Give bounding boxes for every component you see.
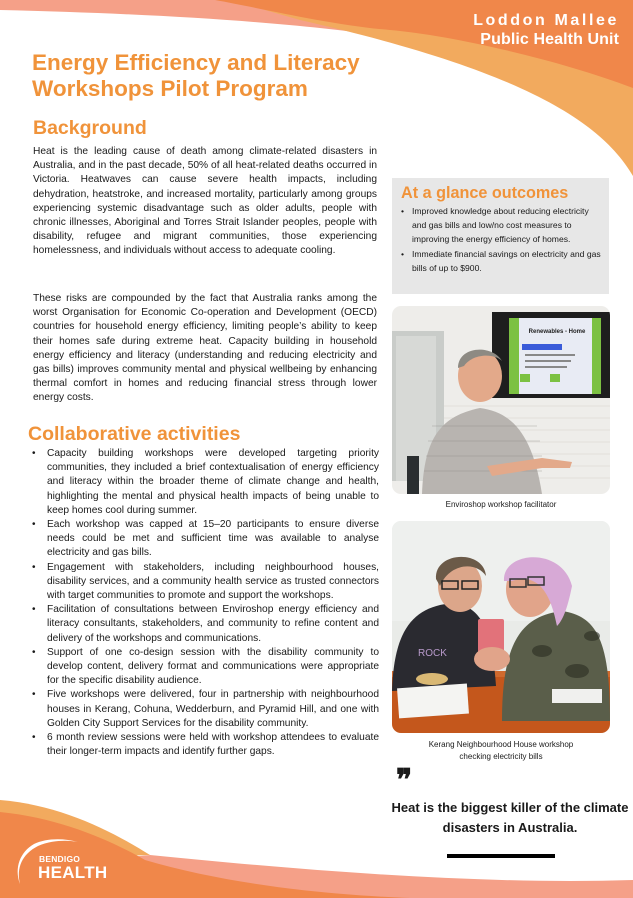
page-title-line2: Workshops Pilot Program	[32, 76, 308, 101]
list-item	[401, 204, 601, 247]
list-item-text: Each workshop was capped at 15–20 participants to ensure diverse needs could be met and sufficient time was available to analyse electricity and gas bills.	[47, 519, 379, 559]
bullet-icon: •	[32, 448, 36, 459]
logo-line2: HEALTH	[38, 863, 108, 882]
workshop-photo	[392, 521, 610, 733]
facilitator-photo	[392, 306, 610, 494]
background-paragraph-2: These risks are compounded by the fact that Australia ranks among the worst Organisation for Economic Co-operation and Development (OECD) countries for household energy efficiency, limiting people’s ability to keep their homes safe during extreme heat. Capacity building in household energy efficiency and literacy (understanding and reducing electricity and gas bills) improves community mental and physical wellbeing by enhancing thermal comfort in homes and reducing financial stress through lower energy costs.	[33, 293, 377, 404]
bullet-icon: •	[32, 561, 36, 573]
org-name-line1: Loddon Mallee	[473, 12, 619, 29]
facilitator-photo-caption: Enviroshop workshop facilitator	[445, 500, 557, 509]
list-item-text: Support of one co-design session with the disability community to develop content, delivery format and communications were appropriate for the specific disability audience.	[47, 646, 379, 687]
list-item-text: Facilitation of consultations between Enviroshop energy efficiency and literacy consultants, stakeholders, and community to refine content and delivery of the workshops and communications.	[47, 604, 379, 644]
pull-quote: Heat is the biggest killer of the climate disasters in Australia.	[391, 800, 629, 835]
list-item	[30, 603, 379, 646]
collaborative-heading: Collaborative activities	[28, 423, 241, 445]
screen-title: Renewables - Home	[528, 329, 586, 335]
bullet-icon: •	[401, 206, 405, 216]
bullet-icon: •	[32, 604, 36, 616]
list-item-text: Engagement with stakeholders, including neighbourhood houses, disability services, and a community health service as trusted connectors with target communities to promote and support the workshops.	[47, 561, 379, 602]
quote-mark-icon: ❞	[396, 763, 413, 798]
svg-text:ROCK: ROCK	[418, 648, 447, 659]
list-item	[30, 731, 379, 759]
background-paragraph-1: Heat is the leading cause of death among climate-related disasters in Australia, and in the past decade, 50% of all heat-related deaths occurred in Victoria. Heatwaves can cause severe health impacts, including dehydration, heatstroke, and increased mortality, particularly among groups experiencing systemic disadvantage such as older adults, people with chronic illnesses, Aboriginal and Torres Strait Islander peoples, people with disability, refugee and migrant communities, those experiencing homelessness, and individuals without access to adequate cooling.	[33, 146, 377, 257]
page-title-line1: Energy Efficiency and Literacy	[32, 50, 360, 75]
workshop-caption-line2: checking electricity bills	[459, 752, 543, 761]
bendigo-health-logo	[12, 838, 124, 888]
bullet-icon: •	[32, 732, 36, 744]
list-item-text: Immediate financial savings on electricity and gas bills of up to $900.	[412, 248, 601, 273]
bullet-icon: •	[32, 519, 36, 531]
list-item	[30, 561, 379, 604]
list-item-text: Improved knowledge about reducing electricity and gas bills and low/no cost measures to improving the energy efficiency of homes.	[412, 206, 589, 245]
list-item-text: Capacity building workshops were developed targeting priority communities, they included a brief contextualisation of energy efficiency and literacy within the broader theme of climate change and health, highlighting the mental and physical health impacts of being unable to keep homes cool during summer.	[47, 448, 379, 516]
org-name-line2: Public Health Unit	[480, 31, 619, 48]
quote-divider	[447, 854, 555, 858]
org-name	[473, 11, 619, 49]
at-a-glance-list	[401, 204, 601, 275]
collaborative-list	[30, 447, 379, 759]
page-title	[32, 50, 360, 102]
bullet-icon: •	[32, 689, 36, 701]
logo-line1: BENDIGO	[39, 854, 81, 864]
bullet-icon: •	[401, 248, 405, 259]
bullet-icon: •	[32, 646, 36, 658]
list-item-text: 6 month review sessions were held with workshop attendees to evaluate their longer-term impacts and identify further gaps.	[47, 732, 379, 758]
list-item	[30, 447, 379, 518]
workshop-caption-line1: Kerang Neighbourhood House workshop	[428, 740, 574, 749]
list-item	[30, 518, 379, 561]
list-item-text: Five workshops were delivered, four in partnership with neighbourhood houses in Kerang, Cohuna, Wedderburn, and Pyramid Hill, and one with Golden City Support Services for the disability community.	[47, 689, 379, 729]
background-heading: Background	[33, 117, 147, 139]
at-a-glance-box	[392, 178, 609, 294]
list-item	[30, 688, 379, 731]
list-item	[401, 247, 601, 275]
workshop-photo-caption	[392, 739, 610, 763]
list-item	[30, 646, 379, 689]
at-a-glance-heading: At a glance outcomes	[401, 184, 569, 202]
